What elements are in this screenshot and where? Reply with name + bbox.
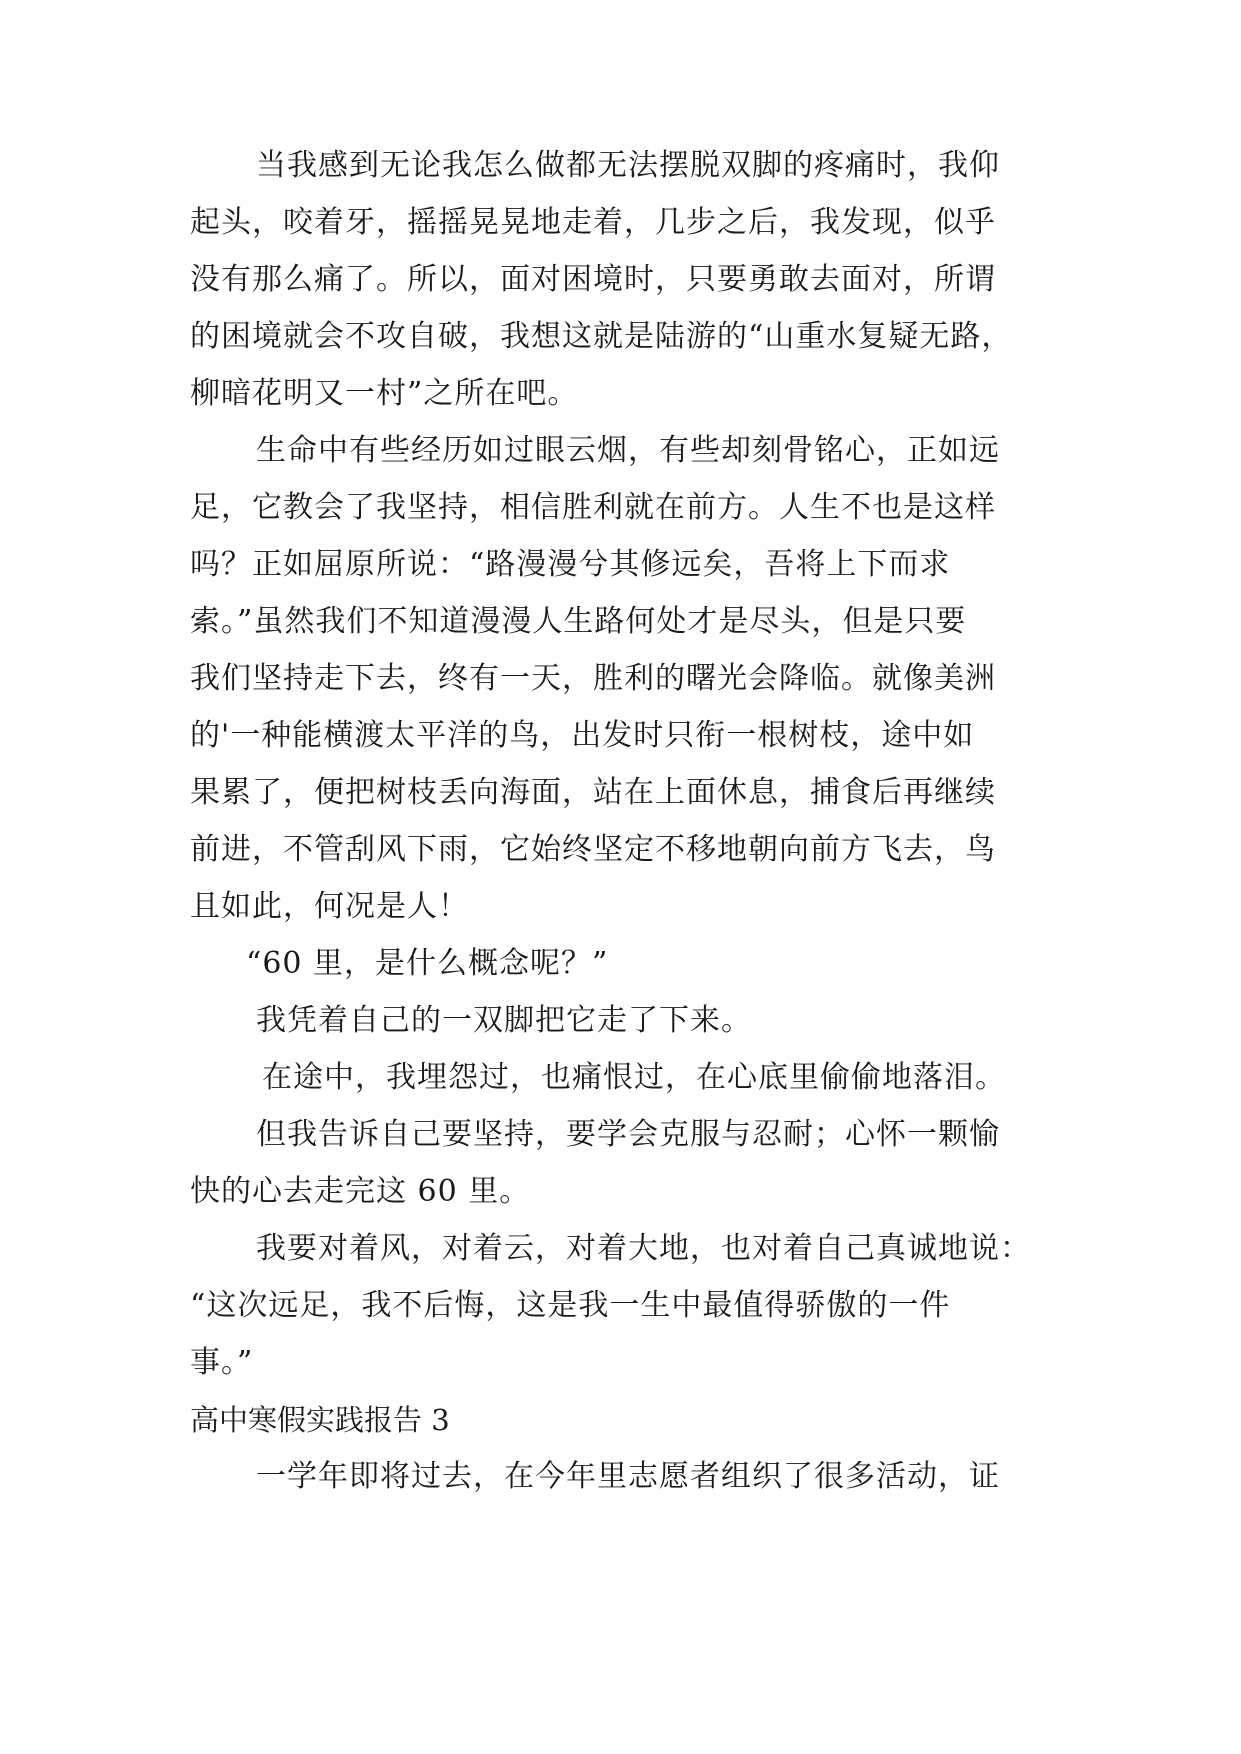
paragraph-line: 一学年即将过去，在今年里志愿者组织了很多活动，证 [256, 1459, 1000, 1494]
paragraph-line: “这次远足，我不后悔，这是我一生中最值得骄傲的一件 [190, 1288, 951, 1323]
paragraph-line: 没有那么痛了。所以，面对困境时，只要勇敢去面对，所谓 [190, 262, 996, 297]
paragraph-line: 前进，不管刮风下雨，它始终坚定不移地朝向前方飞去，鸟 [190, 832, 996, 867]
paragraph-line: 在途中，我埋怨过，也痛恨过，在心底里偷偷地落泪。 [262, 1060, 1006, 1095]
paragraph-line: 的困境就会不攻自破，我想这就是陆游的“山重水复疑无路， [190, 319, 1013, 354]
paragraph-line: 生命中有些经历如过眼云烟，有些却刻骨铭心，正如远 [256, 433, 1000, 468]
paragraph-line: 但我告诉自己要坚持，要学会克服与忍耐；心怀一颗愉 [256, 1117, 1000, 1152]
paragraph-line: 果累了，便把树枝丢向海面，站在上面休息，捕食后再继续 [190, 775, 996, 810]
paragraph-line: 当我感到无论我怎么做都无法摆脱双脚的疼痛时，我仰 [256, 148, 1000, 183]
paragraph-line: 柳暗花明又一村”之所在吧。 [190, 376, 579, 411]
paragraph-line: 索。”虽然我们不知道漫漫人生路何处才是尽头，但是只要 [190, 604, 967, 639]
paragraph-line: 的'一种能横渡太平洋的鸟，出发时只衔一根树枝，途中如 [190, 718, 975, 753]
paragraph-line: “60 里，是什么概念呢？” [246, 946, 609, 981]
paragraph-line: 我们坚持走下去，终有一天，胜利的曙光会降临。就像美洲 [190, 661, 996, 696]
section-heading: 高中寒假实践报告 3 [190, 1403, 450, 1437]
paragraph-line: 我要对着风，对着云，对着大地，也对着自己真诚地说： [256, 1231, 1031, 1266]
paragraph-line: 吗？正如屈原所说：“路漫漫兮其修远矣，吾将上下而求 [190, 547, 951, 582]
paragraph-line: 事。” [190, 1345, 254, 1380]
paragraph-line: 我凭着自己的一双脚把它走了下来。 [256, 1003, 752, 1038]
paragraph-line: 且如此，何况是人！ [190, 889, 469, 924]
paragraph-line: 足，它教会了我坚持，相信胜利就在前方。人生不也是这样 [190, 490, 996, 525]
paragraph-line: 快的心去走完这 60 里。 [190, 1174, 531, 1209]
paragraph-line: 起头，咬着牙，摇摇晃晃地走着，几步之后，我发现，似乎 [190, 205, 996, 240]
